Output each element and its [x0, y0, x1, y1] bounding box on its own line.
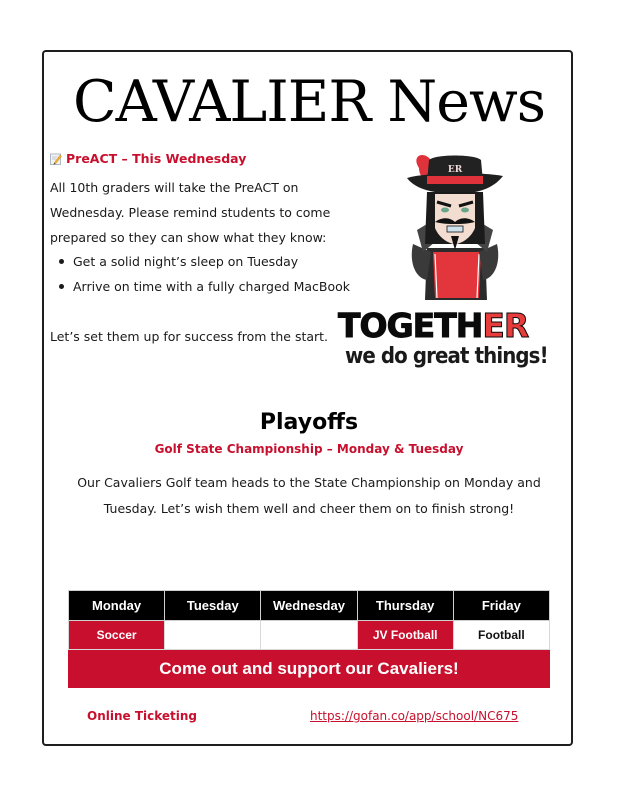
support-banner-row — [69, 650, 550, 688]
event-monday: Soccer — [69, 621, 165, 650]
list-item — [50, 249, 350, 274]
list-item — [50, 274, 350, 299]
preact-intro: All 10th graders will take the PreACT on Wednesday. Please remind students to come prepared so they can show what they know: — [50, 180, 331, 245]
event-wednesday — [261, 621, 357, 650]
table-header-row — [69, 591, 550, 621]
ticketing-link[interactable]: https://gofan.co/app/school/NC675 — [310, 709, 519, 723]
day-header-tuesday: Tuesday — [165, 591, 261, 621]
slogan-together — [338, 307, 528, 345]
svg-text:ER: ER — [447, 165, 463, 175]
golf-subheading: Golf State Championship – Monday & Tuesday — [154, 442, 464, 456]
bullet-text: Get a solid night’s sleep on Tuesday — [73, 254, 299, 269]
online-ticketing-label: Online Ticketing — [87, 709, 198, 723]
support-banner: Come out and support our Cavaliers! — [69, 650, 550, 688]
preact-closing: Let’s set them up for success from the start. — [50, 329, 329, 344]
preact-heading — [50, 151, 246, 166]
event-tuesday — [165, 621, 261, 650]
table-row — [69, 621, 550, 650]
bullet-icon — [59, 284, 64, 289]
bullet-text: Arrive on time with a fully charged MacBook — [73, 279, 351, 294]
weekly-schedule-table — [68, 590, 550, 688]
golf-body: Our Cavaliers Golf team heads to the State Championship on Monday and Tuesday. Let’s wish them well and cheer them on to finish strong! — [77, 475, 541, 516]
event-thursday: JV Football — [357, 621, 453, 650]
event-friday: Football — [453, 621, 549, 650]
newsletter-title: CAVALIER News — [72, 69, 546, 135]
day-header-wednesday: Wednesday — [261, 591, 357, 621]
cavalier-mascot-image — [405, 152, 505, 300]
slogan-tagline: we do great things! — [345, 344, 548, 369]
preact-heading-text: PreACT – This Wednesday — [66, 151, 247, 166]
slogan-accent: ER — [482, 306, 529, 345]
day-header-friday: Friday — [453, 591, 549, 621]
day-header-monday: Monday — [69, 591, 165, 621]
day-header-thursday: Thursday — [357, 591, 453, 621]
bullet-icon — [59, 259, 64, 264]
memo-icon — [50, 153, 62, 165]
preact-bullet-list — [50, 249, 350, 299]
slogan-main: TOGETH — [338, 306, 483, 345]
playoffs-title: Playoffs — [259, 410, 359, 435]
